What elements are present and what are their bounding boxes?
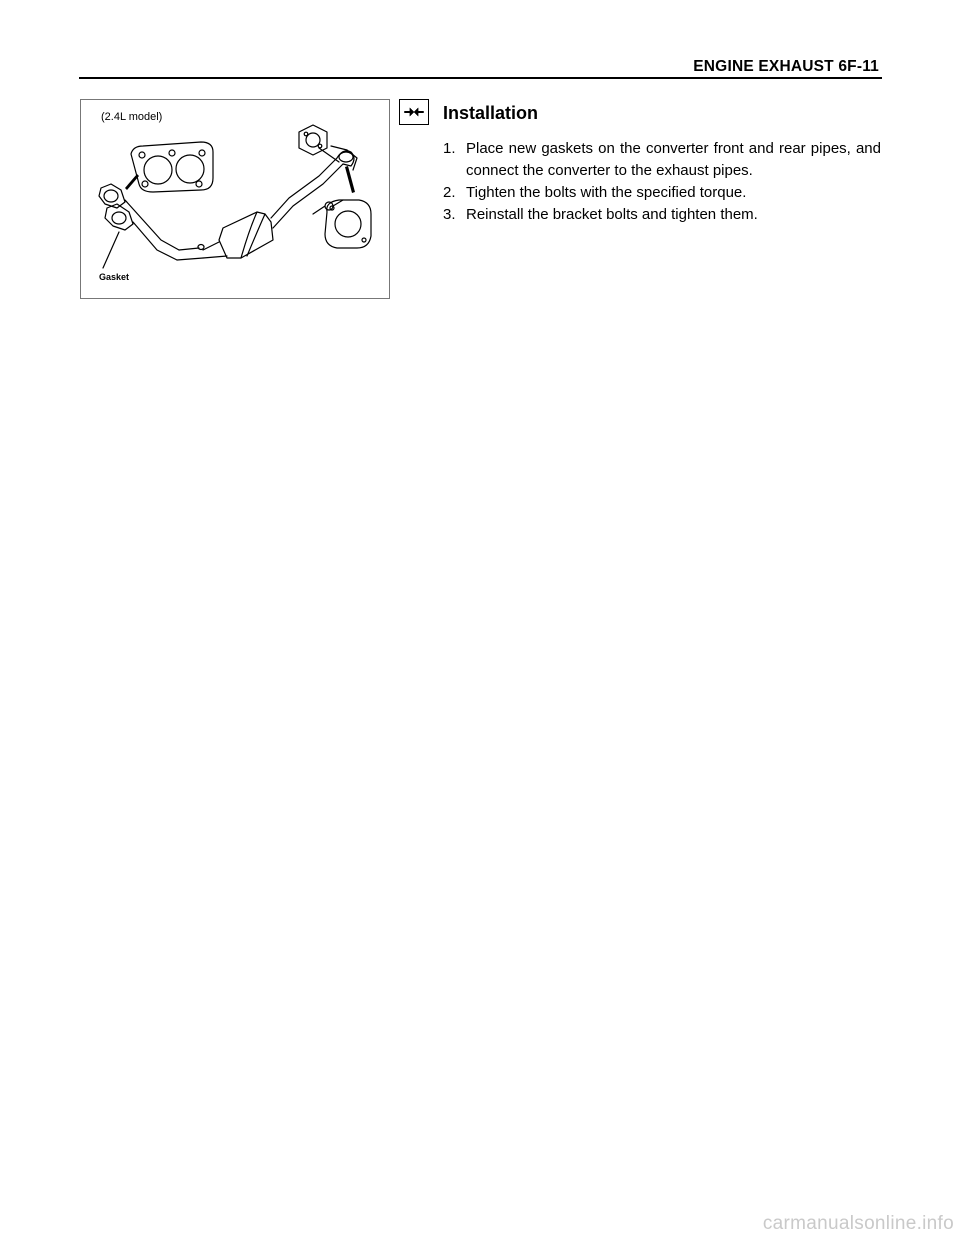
step-text: Tighten the bolts with the specified torque. [466, 184, 747, 201]
section-title: Installation [443, 103, 539, 123]
list-item [443, 204, 881, 226]
step-text: Place new gaskets on the converter front and rear pipes, and connect the converter to the exhaust pipes. [466, 140, 881, 179]
installation-steps [443, 138, 881, 226]
list-item [443, 138, 881, 182]
gasket-label: Gasket [99, 272, 130, 282]
figure-caption: (2.4L model) [101, 111, 163, 123]
exhaust-figure [80, 99, 390, 299]
footer-watermark: carmanualsonline.info [762, 1213, 954, 1234]
list-item [443, 182, 881, 204]
step-text: Reinstall the bracket bolts and tighten them. [466, 206, 758, 223]
step-number: 1. [443, 140, 456, 157]
page-header-title: ENGINE EXHAUST 6F-11 [693, 58, 879, 75]
header-rule [79, 77, 882, 79]
step-number: 2. [443, 184, 456, 201]
install-arrows-icon [399, 99, 429, 125]
exhaust-pipe-illustration [81, 100, 391, 300]
step-number: 3. [443, 206, 456, 223]
